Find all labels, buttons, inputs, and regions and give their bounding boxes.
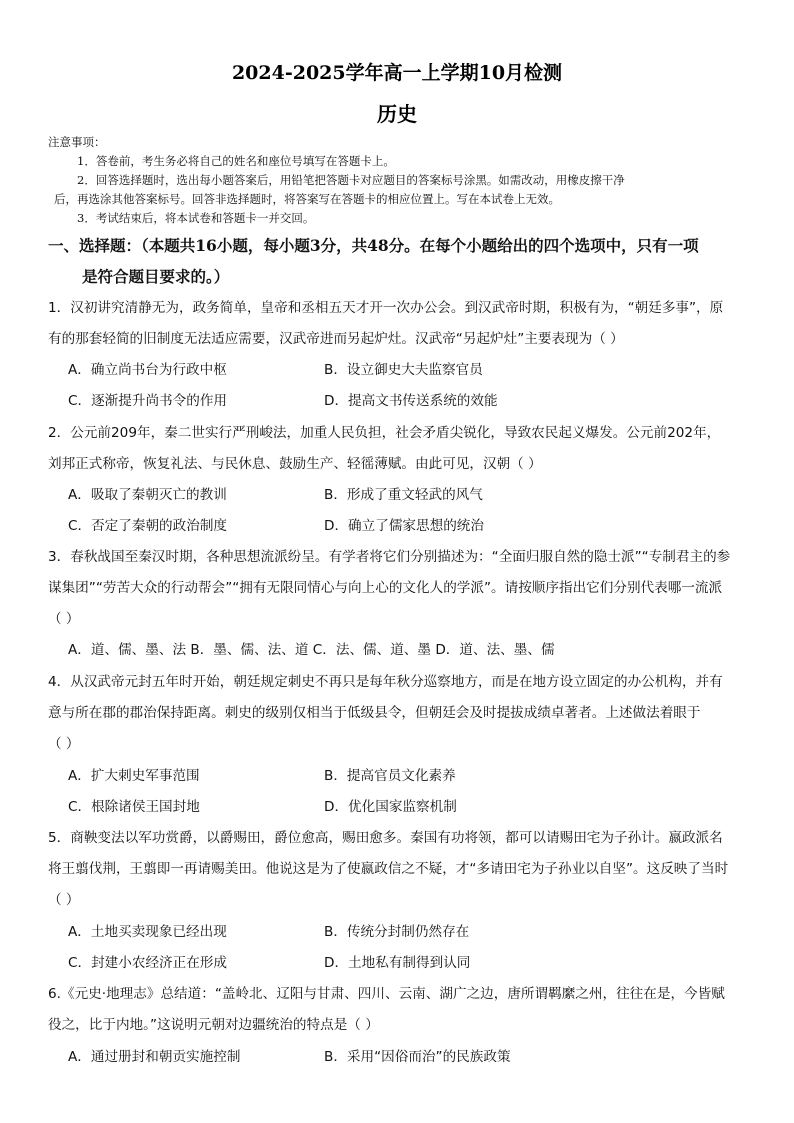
question-1-option-d: D．提高文书传送系统的效能 <box>324 393 498 409</box>
subject-title: 历史 <box>377 102 417 126</box>
notice-item: 3．考试结束后，将本试卷和答题卡一并交回。 <box>77 211 315 225</box>
question-3-text: （ ） <box>48 611 80 627</box>
question-5-text: 将王翦伐荆，王翦即一再请赐美田。他说这是为了使嬴政信之不疑，才“多请田宅为子孙业以自坚”。这反映了当时 <box>48 861 729 877</box>
notice-block <box>48 133 748 228</box>
question-2-text: 刘邦正式称帝，恢复礼法、与民休息、鼓励生产、轻徭薄赋。由此可见，汉朝（ ） <box>48 456 542 472</box>
question-5-option-c: C．封建小农经济正在形成 <box>68 955 228 971</box>
notice-item: 后，再选涂其他答案标号。回答非选择题时，将答案写在答题卡的相应位置上。写在本试卷上无效。 <box>54 192 560 206</box>
question-5-option-d: D．土地私有制得到认同 <box>324 955 471 971</box>
question-3-options: A．道、儒、墨、法 B．墨、儒、法、道 C．法、儒、道、墨 D．道、法、墨、儒 <box>68 642 555 658</box>
question-2-option-d: D．确立了儒家思想的统治 <box>324 518 484 534</box>
notice-item: 1．答卷前，考生务必将自己的姓名和座位号填写在答题卡上。 <box>77 154 395 168</box>
section-heading-line: 一、选择题：（本题共16小题，每小题3分，共48分。在每个小题给出的四个选项中，只有一项 <box>48 236 699 255</box>
question-5-option-b: B．传统分封制仍然存在 <box>324 924 470 940</box>
question-3-text: 谋集团”“劳苦大众的行动帮会”“拥有无限同情心与向上心的文化人的学派”。请按顺序指出它们分别代表哪一流派 <box>48 580 723 596</box>
question-6-text: 役之，比于内地。”这说明元朝对边疆统治的特点是（ ） <box>48 1017 379 1033</box>
question-5-text: 5．商鞅变法以军功赏爵，以爵赐田，爵位愈高，赐田愈多。秦国有功将领，都可以请赐田宅为子孙计。嬴政派名 <box>48 830 723 846</box>
question-6-option-b: B．采用“因俗而治”的民族政策 <box>324 1049 511 1065</box>
question-4-option-a: A．扩大刺史军事范围 <box>68 768 200 784</box>
question-4-option-c: C．根除诸侯王国封地 <box>68 799 200 815</box>
question-4-text: 4．从汉武帝元封五年时开始，朝廷规定刺史不再只是每年秋分巡察地方，而是在地方设立固定的办公机构，并有 <box>48 674 723 690</box>
question-1-option-a: A．确立尚书台为行政中枢 <box>68 362 227 378</box>
question-4-option-b: B．提高官员文化素养 <box>324 768 456 784</box>
question-2-option-a: A．吸取了秦朝灭亡的教训 <box>68 487 227 503</box>
question-1-option-b: B．设立御史大夫监察官员 <box>324 362 483 378</box>
question-6-text: 6.《元史·地理志》总结道：“盖岭北、辽阳与甘肃、四川、云南、湖广之边，唐所谓羁縻之州，往往在是，今皆赋 <box>48 986 725 1002</box>
question-2-option-b: B．形成了重文轻武的风气 <box>324 487 483 503</box>
section-heading <box>48 230 753 292</box>
section-heading-line: 是符合题目要求的。） <box>82 267 230 286</box>
question-2-option-c: C．否定了秦朝的政治制度 <box>68 518 228 534</box>
notice-heading: 注意事项： <box>48 135 106 149</box>
question-4-text: 意与所在郡的郡治保持距离。刺史的级别仅相当于低级县令，但朝廷会及时提拔成绩卓著者。上述做法着眼于 <box>48 705 701 721</box>
exam-title: 2024-2025学年高一上学期10月检测 <box>231 62 563 84</box>
question-3-text: 3．春秋战国至秦汉时期，各种思想流派纷呈。有学者将它们分别描述为：“全面归服自然的隐士派”“专制君主的参 <box>48 549 731 565</box>
question-2-text: 2．公元前209年，秦二世实行严刑峻法，加重人民负担，社会矛盾尖锐化，导致农民起义爆发。公元前202年， <box>48 425 721 441</box>
question-1-option-c: C．逐渐提升尚书令的作用 <box>68 393 228 409</box>
question-1-text: 1．汉初讲究清静无为，政务简单，皇帝和丞相五天才开一次办公会。到汉武帝时期，积极有为，“朝廷多事”，原 <box>48 300 724 316</box>
question-1-text: 有的那套轻简的旧制度无法适应需要，汉武帝进而另起炉灶。汉武帝“另起炉灶”主要表现为（ ） <box>48 331 624 347</box>
question-6-option-a: A．通过册封和朝贡实施控制 <box>68 1049 241 1065</box>
question-4-text: （ ） <box>48 736 80 752</box>
question-5-option-a: A．土地买卖现象已经出现 <box>68 924 227 940</box>
question-4-option-d: D．优化国家监察机制 <box>324 799 457 815</box>
question-5-text: （ ） <box>48 892 80 908</box>
notice-item: 2．回答选择题时，选出每小题答案后，用铅笔把答题卡对应题目的答案标号涂黑。如需改动，用橡皮擦干净 <box>77 173 625 187</box>
